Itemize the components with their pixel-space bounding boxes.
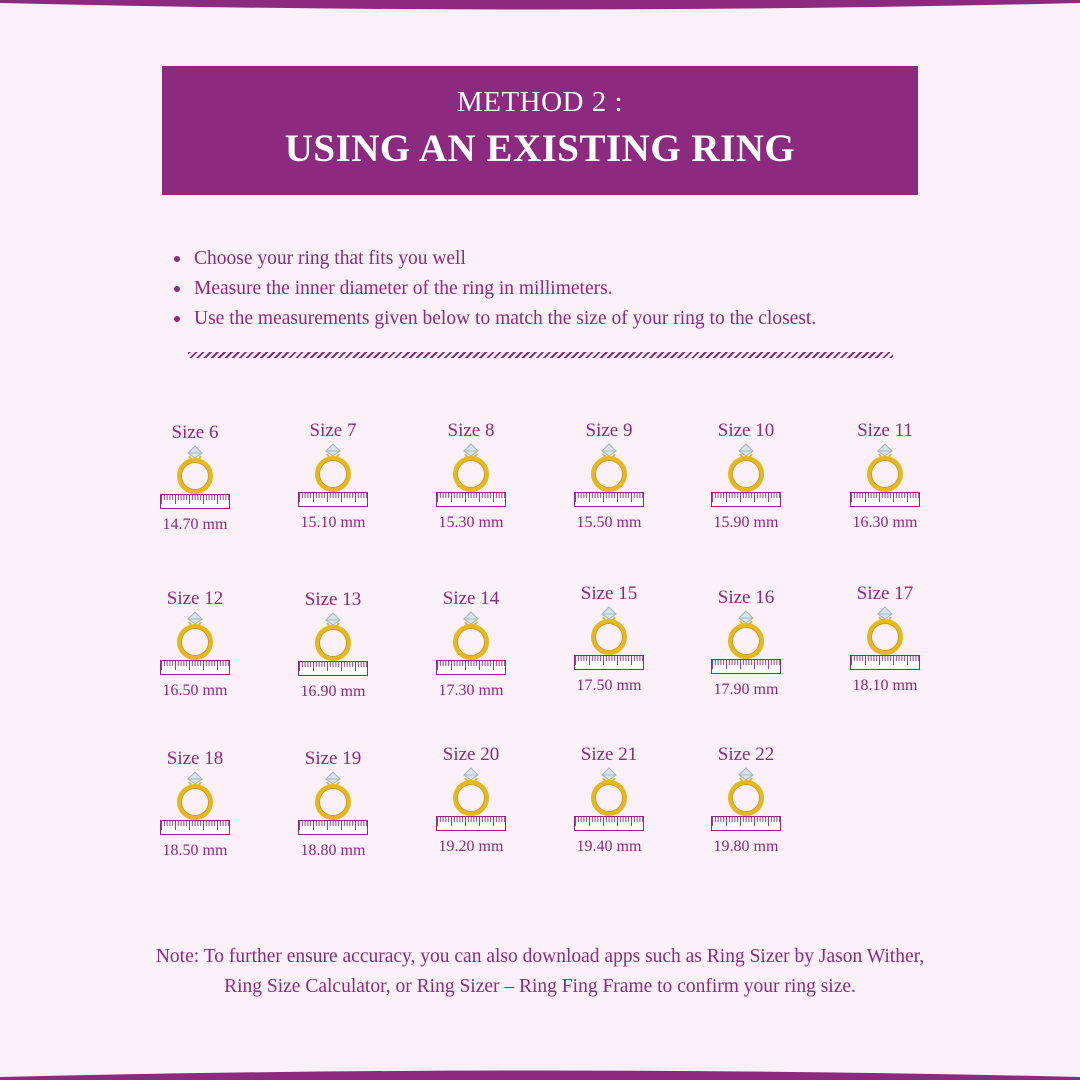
instruction-item: Measure the inner diameter of the ring in millimeters. bbox=[172, 276, 816, 306]
ring-icon bbox=[447, 610, 495, 662]
diameter-value: 18.80 mm bbox=[300, 842, 366, 859]
diameter-value: 15.50 mm bbox=[576, 514, 642, 531]
title-banner bbox=[162, 66, 918, 195]
diameter-value: 15.10 mm bbox=[300, 514, 366, 531]
note-text bbox=[60, 942, 1020, 1002]
ring-icon bbox=[585, 766, 633, 818]
diameter-value: 16.90 mm bbox=[300, 683, 366, 700]
diameter-value: 19.40 mm bbox=[576, 838, 642, 855]
diameter-value: 18.50 mm bbox=[162, 842, 228, 859]
ruler-icon bbox=[436, 492, 506, 508]
ring-icon bbox=[171, 444, 219, 496]
size-label: Size 8 bbox=[447, 420, 495, 441]
method-label: METHOD 2 : bbox=[456, 86, 624, 118]
size-label: Size 13 bbox=[304, 589, 362, 610]
ring-icon bbox=[309, 611, 357, 663]
size-label: Size 6 bbox=[171, 422, 219, 443]
note-line-2: Ring Size Calculator, or Ring Sizer – Ring Fing Frame to confirm your ring size. bbox=[224, 976, 856, 997]
ring-icon bbox=[585, 605, 633, 657]
diameter-value: 19.20 mm bbox=[438, 838, 504, 855]
ruler-icon bbox=[850, 492, 920, 508]
size-label: Size 16 bbox=[717, 587, 775, 608]
ring-icon bbox=[171, 770, 219, 822]
size-label: Size 15 bbox=[580, 583, 638, 604]
diameter-value: 14.70 mm bbox=[162, 516, 228, 533]
diameter-value: 17.50 mm bbox=[576, 677, 642, 694]
size-label: Size 18 bbox=[166, 748, 224, 769]
diameter-value: 15.90 mm bbox=[713, 514, 779, 531]
ring-icon bbox=[309, 442, 357, 494]
size-label: Size 11 bbox=[857, 420, 913, 441]
ruler-icon bbox=[574, 655, 644, 671]
instruction-list bbox=[172, 246, 816, 336]
size-label: Size 12 bbox=[166, 588, 224, 609]
ruler-icon bbox=[298, 820, 368, 836]
ring-icon bbox=[171, 610, 219, 662]
top-border bbox=[0, 0, 1080, 14]
ruler-icon bbox=[298, 661, 368, 677]
size-label: Size 19 bbox=[304, 748, 362, 769]
ruler-icon bbox=[711, 659, 781, 675]
ruler-icon bbox=[160, 660, 230, 676]
diameter-value: 17.30 mm bbox=[438, 682, 504, 699]
ring-icon bbox=[447, 442, 495, 494]
ring-icon bbox=[447, 766, 495, 818]
zigzag-divider bbox=[188, 352, 893, 358]
size-label: Size 20 bbox=[442, 744, 500, 765]
ruler-icon bbox=[711, 816, 781, 832]
ruler-icon bbox=[160, 494, 230, 510]
size-label: Size 9 bbox=[585, 420, 633, 441]
size-label: Size 22 bbox=[717, 744, 775, 765]
ruler-icon bbox=[711, 492, 781, 508]
ruler-icon bbox=[574, 816, 644, 832]
ring-icon bbox=[722, 442, 770, 494]
ruler-icon bbox=[436, 816, 506, 832]
diameter-value: 18.10 mm bbox=[852, 677, 918, 694]
ruler-icon bbox=[160, 820, 230, 836]
diameter-value: 15.30 mm bbox=[438, 514, 504, 531]
size-label: Size 7 bbox=[309, 420, 357, 441]
ruler-icon bbox=[436, 660, 506, 676]
ruler-icon bbox=[574, 492, 644, 508]
size-label: Size 14 bbox=[442, 588, 500, 609]
ring-icon bbox=[722, 609, 770, 661]
size-label: Size 10 bbox=[717, 420, 775, 441]
page-title: USING AN EXISTING RING bbox=[284, 127, 796, 170]
ruler-icon bbox=[298, 492, 368, 508]
size-label: Size 21 bbox=[580, 744, 638, 765]
ring-icon bbox=[309, 770, 357, 822]
instruction-item: Choose your ring that fits you well bbox=[172, 246, 816, 276]
note-line-1: Note: To further ensure accuracy, you can also download apps such as Ring Sizer by Jason Wither, bbox=[155, 946, 925, 967]
ring-icon bbox=[585, 442, 633, 494]
ring-icon bbox=[722, 766, 770, 818]
ruler-icon bbox=[850, 655, 920, 671]
size-label: Size 17 bbox=[856, 583, 914, 604]
diameter-value: 16.30 mm bbox=[852, 514, 918, 531]
bottom-border bbox=[0, 1066, 1080, 1080]
diameter-value: 16.50 mm bbox=[162, 682, 228, 699]
diameter-value: 19.80 mm bbox=[713, 838, 779, 855]
ring-icon bbox=[861, 442, 909, 494]
ring-icon bbox=[861, 605, 909, 657]
diameter-value: 17.90 mm bbox=[713, 681, 779, 698]
instruction-item: Use the measurements given below to match the size of your ring to the closest. bbox=[172, 306, 816, 336]
